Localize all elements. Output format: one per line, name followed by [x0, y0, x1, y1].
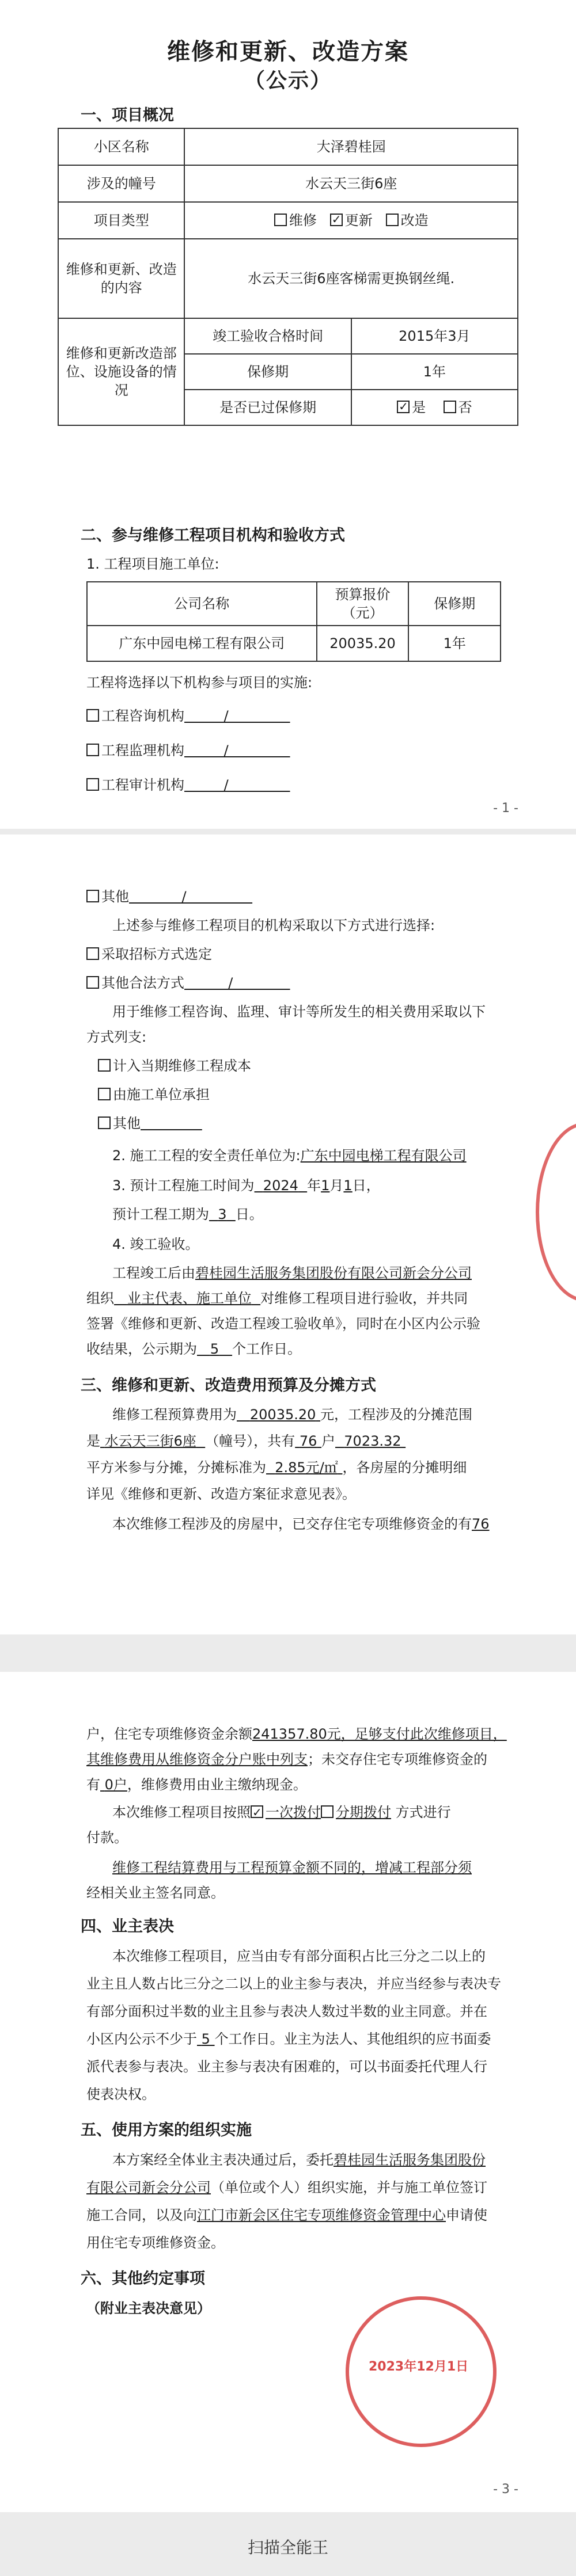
start-year: 2024 [263, 1178, 298, 1194]
checkbox-no [444, 401, 456, 413]
method-bid-label: 采取招标方式选定 [101, 946, 212, 962]
fund-households: 76 [472, 1516, 490, 1532]
seal-date: 2023年12月1日 [369, 2360, 469, 2374]
header-company: 公司名称 [87, 582, 317, 626]
org-other-row [86, 886, 252, 907]
vote-publicity-days: 5 [201, 2031, 210, 2047]
page-number-3: - 3 - [493, 2482, 518, 2497]
fee-intro-2: 方式列支: [86, 1029, 147, 1045]
budget-line-3: 平方米参与分摊，分摊标准为 2.85元/㎡ ，各房屋的分摊明细 [86, 1460, 467, 1476]
warranty-passed-label: 是否已过保修期 [184, 390, 351, 425]
start-month: 1 [321, 1178, 330, 1194]
method-other-label: 其他合法方式 [101, 975, 184, 991]
share-area: 7023.32 [344, 1433, 401, 1449]
method-bid-row [86, 944, 212, 965]
share-households: 76 [299, 1433, 317, 1449]
acceptance-line-4: 收结果，公示期为 5 个工作日。 [86, 1341, 302, 1357]
fee-option-2-label: 由施工单位承担 [113, 1087, 210, 1103]
vote-line-1: 本次维修工程项目，应当由专有部分面积占比三分之二以上的 [112, 1948, 486, 1964]
checkbox-method-other [86, 976, 99, 989]
safety-unit-value: 广东中园电梯工程有限公司 [300, 1148, 467, 1164]
fee-option-1-label: 计入当期维修工程成本 [113, 1058, 251, 1074]
period-line [112, 1204, 263, 1225]
acceptance-participants: 业主代表、施工单位 [127, 1290, 252, 1306]
method-other-blank: / [184, 975, 290, 991]
contractor-heading: 1. 工程项目施工单位: [86, 556, 219, 572]
acceptance-organizer: 碧桂园生活服务集团股份有限公司新会分公司 [195, 1265, 472, 1281]
warranty-label: 保修期 [184, 354, 351, 390]
building-label: 涉及的幢号 [58, 165, 184, 202]
fee-intro-1: 用于维修工程咨询、监理、审计等所发生的相关费用采取以下 [112, 1004, 486, 1020]
option-renovate-label: 改造 [400, 212, 429, 228]
section-1-heading: 一、项目概况 [81, 106, 174, 124]
section-5-heading: 五、使用方案的组织实施 [81, 2121, 252, 2139]
parts-label: 维修和更新改造部位、设施设备的情况 [58, 318, 184, 425]
document-subtitle: （公示） [244, 69, 332, 93]
checkbox-consult [86, 709, 99, 722]
checkbox-installment [321, 1805, 334, 1818]
contractor-table [86, 581, 501, 662]
start-day: 1 [343, 1178, 353, 1194]
no-label: 否 [458, 399, 472, 416]
checkbox-update-checked [330, 214, 343, 226]
impl-line-2: 有限公司新会分公司（单位或个人）组织实施，并与施工单位签订 [86, 2179, 487, 2196]
share-building: 水云天三街6座 [104, 1433, 196, 1449]
project-overview-table [58, 128, 518, 426]
checkbox-fee-cost [98, 1059, 111, 1072]
fund-line-3: 有 0户，维修费用由业主缴纳现金。 [86, 1777, 307, 1793]
org-audit-label: 工程审计机构 [101, 777, 184, 793]
fund-line-1: 户，住宅专项维修资金余额241357.80元，足够支付此次维修项目， [86, 1726, 507, 1742]
checkbox-lump-sum-checked [251, 1805, 263, 1818]
org-other-blank: / [129, 889, 253, 905]
safety-unit-line [112, 1145, 467, 1166]
impl-line-1: 本方案经全体业主表决通过后，委托碧桂园生活服务集团股份 [112, 2152, 486, 2168]
yes-label: 是 [412, 399, 426, 416]
checkbox-fee-other [98, 1116, 111, 1129]
community-label: 小区名称 [58, 128, 184, 165]
vote-line-6: 使表决权。 [86, 2086, 156, 2102]
share-rate: 2.85元/㎡ [275, 1460, 338, 1476]
content-value: 水云天三街6座客梯需更换钢丝绳. [184, 239, 518, 318]
fund-line-2: 其维修费用从维修资金分户账中列支；未交存住宅专项维修资金的 [86, 1751, 487, 1767]
fee-other-blank [141, 1115, 202, 1131]
org-supervise-label: 工程监理机构 [101, 742, 184, 759]
payment-line-2: 付款。 [86, 1830, 128, 1846]
checkbox-other [86, 890, 99, 902]
content-label: 维修和更新、改造的内容 [58, 239, 184, 318]
cell-warranty: 1年 [408, 626, 501, 661]
fund-balance: 241357.80元 [252, 1726, 341, 1742]
checkbox-yes-checked [397, 401, 410, 413]
fee-option-3-label: 其他 [113, 1115, 141, 1131]
acceptance-time-value: 2015年3月 [351, 318, 518, 354]
checkbox-supervise [86, 744, 99, 756]
checkbox-audit [86, 778, 99, 791]
checkbox-bid [86, 947, 99, 960]
org-supervise-row [86, 740, 290, 761]
org-consult-label: 工程咨询机构 [101, 708, 184, 724]
fee-option-1 [98, 1055, 251, 1076]
vote-line-4: 小区内公示不少于 5 个工作日。业主为法人、其他组织的应书面委 [86, 2031, 491, 2047]
org-other-label: 其他 [101, 889, 129, 905]
checkbox-repair [274, 214, 287, 226]
settlement-line-1: 维修工程结算费用与工程预算金额不同的，增减工程部分须 [112, 1859, 472, 1876]
vote-line-3: 有部分面积过半数的业主且参与表决人数过半数的业主同意。并在 [86, 2003, 487, 2019]
option-repair-label: 维修 [289, 212, 317, 228]
owner-opinion-note: （附业主表决意见） [86, 2300, 211, 2316]
start-time-label: 3. 预计工程施工时间为 [112, 1178, 255, 1194]
safety-unit-label: 2. 施工工程的安全责任单位为: [112, 1148, 301, 1164]
document-title: 维修和更新、改造方案 [167, 39, 409, 65]
warranty-passed-options [351, 390, 518, 425]
section-3-heading: 三、维修和更新、改造费用预算及分摊方式 [81, 1377, 376, 1394]
project-type-label: 项目类型 [58, 202, 184, 239]
budget-line-5: 本次维修工程涉及的房屋中，已交存住宅专项维修资金的有76 [112, 1516, 490, 1532]
period-label: 预计工程工期为 [112, 1206, 209, 1222]
header-warranty: 保修期 [408, 582, 501, 626]
fund-management-center: 江门市新会区住宅专项维修资金管理中心 [197, 2207, 446, 2223]
acceptance-heading: 4. 竣工验收。 [112, 1236, 199, 1252]
unfunded-households: 0户 [104, 1777, 127, 1793]
page-number-1: - 1 - [493, 801, 518, 816]
building-value: 水云天三街6座 [184, 165, 518, 202]
org-audit-blank: / [184, 777, 290, 793]
period-value: 3 [218, 1206, 227, 1222]
period-unit: 日。 [235, 1206, 263, 1222]
option-update-label: 更新 [344, 212, 373, 228]
impl-line-4: 用住宅专项维修资金。 [86, 2235, 225, 2251]
checkbox-renovate [386, 214, 399, 226]
impl-line-3: 施工合同，以及向江门市新会区住宅专项维修资金管理中心申请使 [86, 2207, 487, 2223]
scanner-watermark: 扫描全能王 [247, 2538, 328, 2557]
method-intro: 上述参与维修工程项目的机构采取以下方式进行选择: [112, 917, 435, 933]
project-type-options [184, 202, 518, 239]
acceptance-line-2: 组织 业主代表、施工单位 对维修工程项目进行验收，并共同 [86, 1290, 468, 1306]
budget-amount: 20035.20 [249, 1407, 316, 1423]
acceptance-time-label: 竣工验收合格时间 [184, 318, 351, 354]
org-consult-row [86, 706, 290, 726]
fee-option-2 [98, 1084, 210, 1105]
header-budget: 预算报价（元） [317, 582, 409, 626]
start-time-line: 3. 预计工程施工时间为 2024 年1月1日， [112, 1178, 380, 1194]
section-2-heading: 二、参与维修工程项目机构和验收方式 [81, 527, 345, 544]
vote-line-2: 业主且人数占比三分之二以上的业主参与表决，并应当经参与表决专 [86, 1976, 501, 1992]
community-value: 大泽碧桂园 [184, 128, 518, 165]
org-select-intro: 工程将选择以下机构参与项目的实施: [86, 675, 313, 691]
budget-line-2: 是 水云天三街6座 （幢号），共有 76 户 7023.32 [86, 1431, 406, 1451]
payment-line: 本次维修工程项目按照✓ 一次拨付 分期拨付 方式进行 [112, 1802, 451, 1823]
impl-organizer: 碧桂园生活服务集团股份 [334, 2152, 486, 2168]
section-6-heading: 六、其他约定事项 [81, 2270, 205, 2288]
settlement-line-2: 经相关业主签名同意。 [86, 1885, 225, 1901]
section-4-heading: 四、业主表决 [81, 1918, 174, 1935]
page-3 [0, 1672, 576, 2512]
cell-company: 广东中园电梯工程有限公司 [87, 626, 317, 661]
company-seal-partial [536, 1122, 576, 1302]
acceptance-line-3: 签署《维修和更新、改造工程竣工验收单》，同时在小区内公示验 [86, 1316, 480, 1332]
org-audit-row [86, 775, 290, 795]
vote-line-5: 派代表参与表决。业主参与表决有困难的，可以书面委托代理人行 [86, 2059, 487, 2075]
org-consult-blank: / [184, 708, 290, 724]
budget-line-4: 详见《维修和更新、改造方案征求意见表》。 [86, 1486, 356, 1502]
budget-line-1: 维修工程预算费用为 20035.20 元，工程涉及的分摊范围 [112, 1407, 473, 1423]
cell-budget: 20035.20 [317, 626, 409, 661]
org-supervise-blank: / [184, 742, 290, 759]
method-other-row [86, 973, 290, 993]
checkbox-fee-contractor [98, 1088, 111, 1100]
publicity-days: 5 [210, 1341, 219, 1357]
page-2 [0, 834, 576, 1634]
acceptance-line-1: 工程竣工后由碧桂园生活服务集团股份有限公司新会分公司 [112, 1265, 472, 1281]
page-1 [0, 0, 576, 829]
warranty-value: 1年 [351, 354, 518, 390]
fee-option-3 [98, 1113, 202, 1134]
